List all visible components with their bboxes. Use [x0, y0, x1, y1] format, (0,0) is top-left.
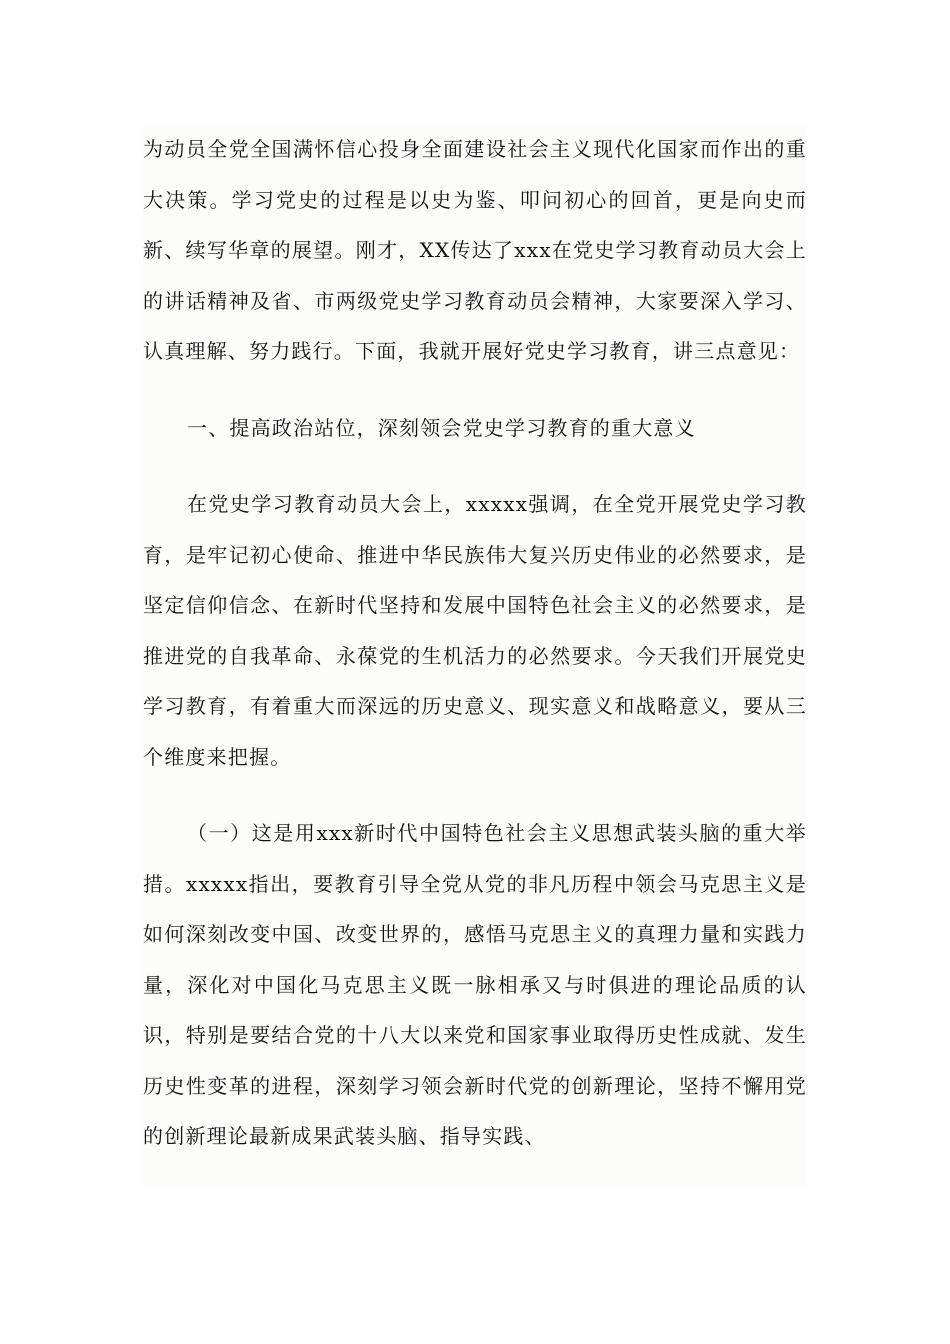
section-heading: 一、提高政治站位，深刻领会党史学习教育的重大意义	[187, 415, 696, 440]
body-paragraph: 在党史学习教育动员大会上，xxxxx强调，在全党开展党史学习教育，是牢记初心使命、推进中华民族伟大复兴历史伟业的必然要求，是坚定信仰信念、在新时代坚持和发展中国特色社会主义的必然要求，是推进党的自我革命、永葆党的生机活力的必然要求。今天我们开展党史学习教育，有着重大而深远的历史意义、现实意义和战略意义，要从三个维度来把握。	[143, 492, 807, 769]
paragraph-gap	[143, 453, 807, 479]
subsection-paragraph: （一）这是用xxx新时代中国特色社会主义思想武装头脑的重大举措。xxxxx指出，要教育引导全党从党的非凡历程中领会马克思主义是如何深刻改变中国、改变世界的，感悟马克思主义的真理力量和实践力量，深化对中国化马克思主义既一脉相承又与时俱进的理论品质的认识，特别是要结合党的十八大以来党和国家事业取得历史性成就、发生历史性变革的进程，深刻学习领会新时代党的创新理论，坚持不懈用党的创新理论最新成果武装头脑、指导实践、	[143, 821, 807, 1148]
paragraph-gap	[143, 377, 807, 403]
paragraph-gap	[143, 782, 807, 808]
document-body	[143, 124, 807, 1188]
opening-paragraph: 为动员全党全国满怀信心投身全面建设社会主义现代化国家而作出的重大决策。学习党史的过程是以史为鉴、叩问初心的回首，更是向史而新、续写华章的展望。刚才，XX传达了xxx在党史学习教育动员大会上的讲话精神及省、市两级党史学习教育动员会精神，大家要深入学习、认真理解、努力践行。下面，我就开展好党史学习教育，讲三点意见：	[143, 137, 807, 363]
